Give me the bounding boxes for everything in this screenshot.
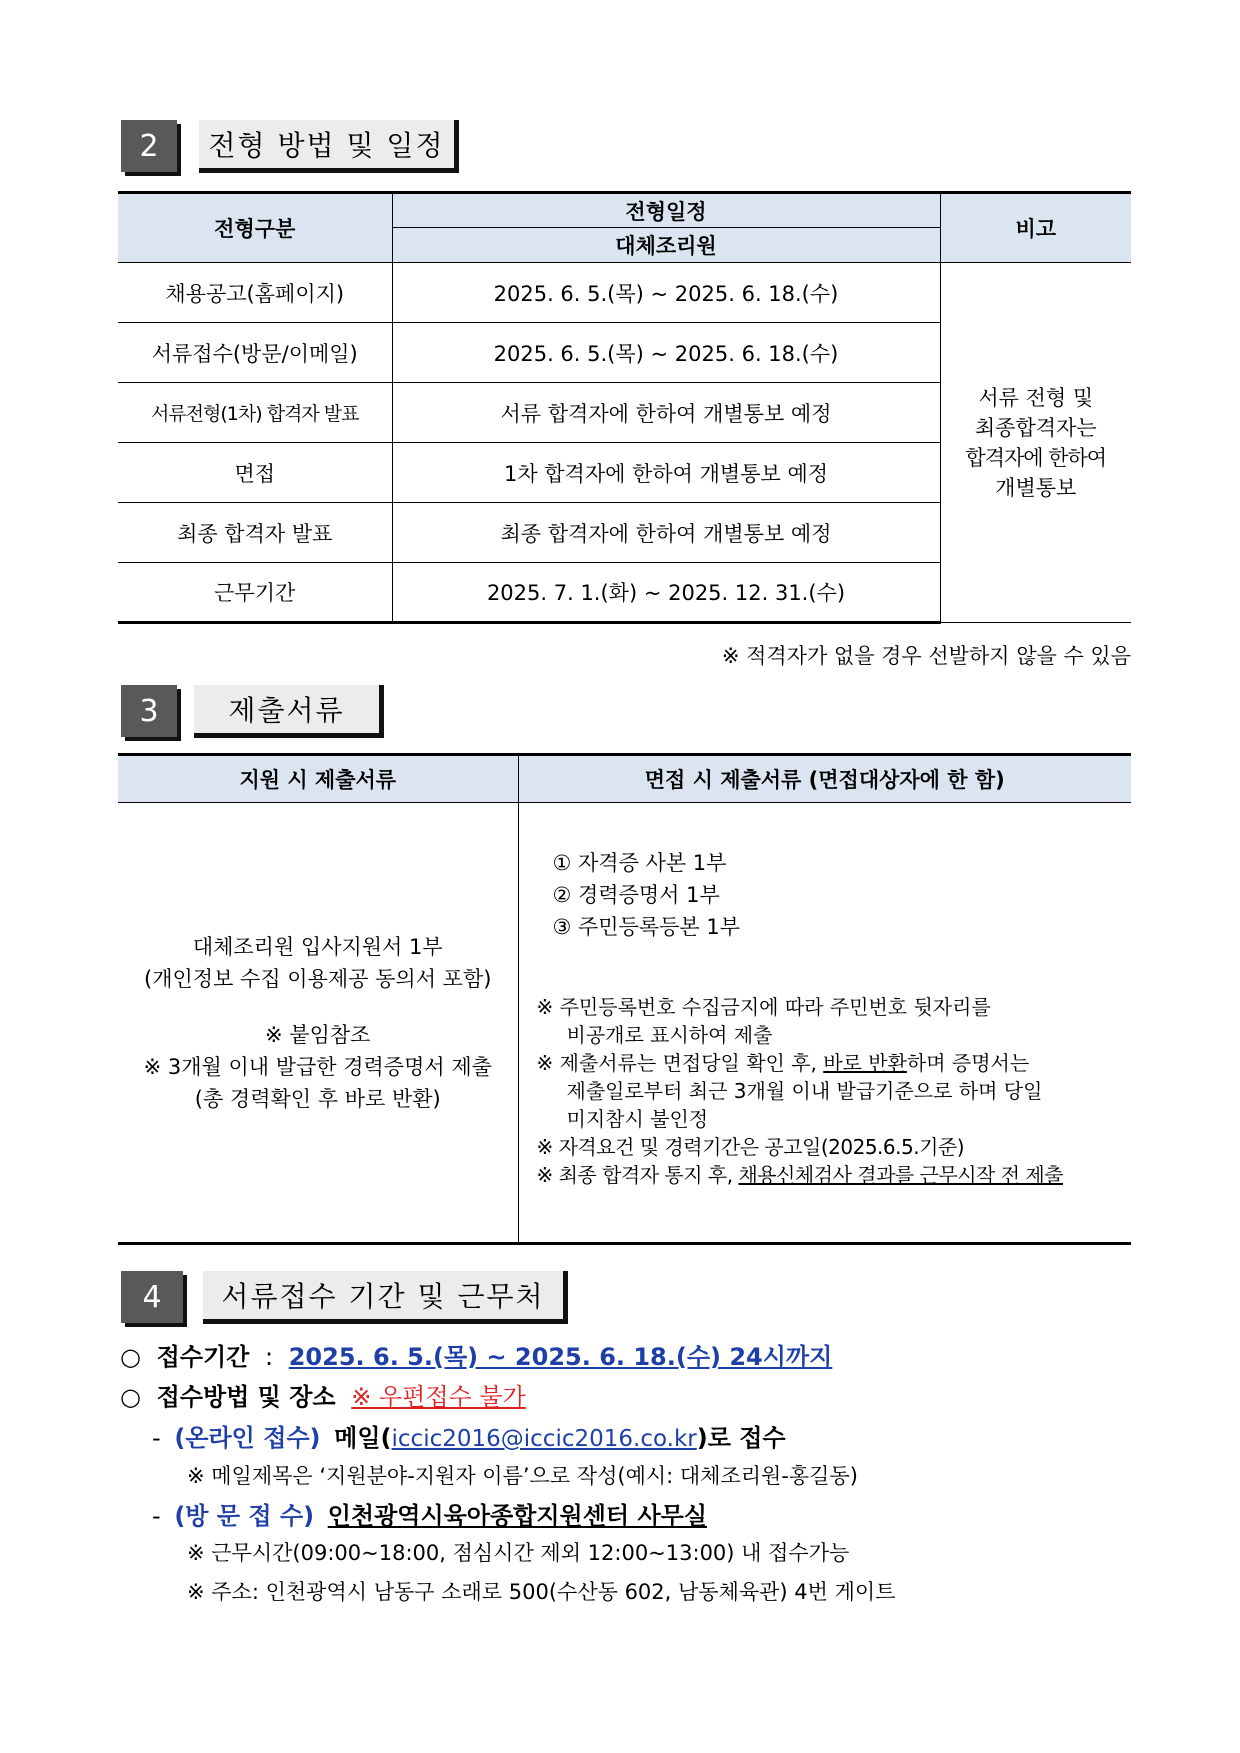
apply-line: 대체조리원 입사지원서 1부 (192, 934, 443, 959)
period-line (120, 1337, 832, 1372)
method-label: 접수방법 및 장소 (156, 1383, 336, 1411)
dash: - (152, 1502, 161, 1530)
apply-line: ※ 3개월 이내 발급한 경력증명서 제출 (143, 1054, 492, 1079)
interview-docs-cell (518, 803, 1131, 1244)
section-title: 서류접수 기간 및 근무처 (203, 1271, 568, 1324)
note-line: ※ 자격요건 및 경력기간은 공고일(2025.6.5.기준) (536, 1135, 965, 1159)
section-2-header (121, 120, 461, 176)
note-underlined: 채용신체검사 결과를 근무시작 전 제출 (738, 1163, 1064, 1187)
section-number: 3 (121, 685, 177, 737)
online-label: (온라인 접수) (174, 1424, 321, 1452)
remark-line: 최종합격자는 (974, 415, 1097, 440)
remark-line: 합격자에 한하여 (965, 445, 1107, 470)
email-link[interactable]: iccic2016@iccic2016.co.kr (391, 1426, 697, 1452)
header-interview-docs: 면접 시 제출서류 (면접대상자에 한 함) (518, 755, 1131, 803)
dash: - (152, 1424, 161, 1452)
header-category: 전형구분 (118, 193, 392, 263)
interview-item: ① 자격증 사본 1부 (552, 851, 727, 875)
note-line: ※ 주민등록번호 수집금지에 따라 주민번호 뒷자리를 (536, 995, 991, 1019)
colon: : (264, 1343, 274, 1371)
interview-item: ② 경력증명서 1부 (552, 883, 720, 907)
bullet: ○ (120, 1343, 141, 1371)
section-title: 전형 방법 및 일정 (199, 120, 459, 173)
row-category: 채용공고(홈페이지) (118, 263, 392, 323)
row-schedule: 2025. 6. 5.(목) ~ 2025. 6. 18.(수) (392, 263, 940, 323)
note-line: 제출일로부터 최근 3개월 이내 발급기준으로 하며 당일 (566, 1079, 1043, 1103)
section-number: 4 (121, 1271, 183, 1323)
apply-line: ※ 붙임참조 (265, 1022, 371, 1047)
row-schedule: 1차 합격자에 한하여 개별통보 예정 (392, 443, 940, 503)
row-category: 서류접수(방문/이메일) (118, 323, 392, 383)
interview-item: ③ 주민등록등본 1부 (552, 915, 741, 939)
visit-place: 인천광역시육아종합지원센터 사무실 (327, 1502, 708, 1530)
period-value: 2025. 6. 5.(목) ~ 2025. 6. 18.(수) 24시까지 (288, 1343, 833, 1371)
note-text: ※ 최종 합격자 통지 후, (536, 1163, 739, 1187)
section-3-header (121, 685, 391, 741)
row-schedule: 최종 합격자에 한하여 개별통보 예정 (392, 503, 940, 563)
header-remark: 비고 (940, 193, 1131, 263)
note-line (537, 1049, 1132, 1077)
row-category: 근무기간 (118, 563, 392, 623)
section-number: 2 (121, 120, 177, 172)
row-category: 면접 (118, 443, 392, 503)
documents-table (118, 753, 1131, 1245)
method-note: ※ 우편접수 불가 (351, 1383, 526, 1411)
schedule-table (118, 191, 1131, 624)
remark-cell (940, 263, 1131, 623)
row-category: 서류전형(1차) 합격자 발표 (118, 383, 392, 443)
apply-line: (개인정보 수집 이용제공 동의서 포함) (144, 966, 492, 991)
online-post: )로 접수 (696, 1424, 786, 1452)
note-line: 비공개로 표시하여 제출 (566, 1023, 773, 1047)
apply-line: (총 경력확인 후 바로 반환) (194, 1086, 441, 1111)
visit-label: (방 문 접 수) (174, 1502, 315, 1530)
note-line: 미지참시 불인정 (566, 1107, 709, 1131)
section-title: 제출서류 (194, 685, 384, 738)
apply-line (119, 995, 517, 1019)
header-apply-docs: 지원 시 제출서류 (118, 755, 518, 803)
remark-line: 개별통보 (995, 475, 1077, 500)
hours-note: ※ 근무시간(09:00~18:00, 점심시간 제외 12:00~13:00) 내 접수가능 (187, 1541, 850, 1565)
row-schedule: 서류 합격자에 한하여 개별통보 예정 (392, 383, 940, 443)
bullet: ○ (120, 1383, 141, 1411)
method-line (120, 1377, 526, 1412)
apply-docs-cell (118, 803, 518, 1244)
note-text: ※ 제출서류는 면접당일 확인 후, (536, 1051, 824, 1075)
visit-line (152, 1496, 707, 1531)
online-note: ※ 메일제목은 ‘지원분야-지원자 이름’으로 작성(예시: 대체조리원-홍길동) (187, 1464, 858, 1488)
row-schedule: 2025. 6. 5.(목) ~ 2025. 6. 18.(수) (392, 323, 940, 383)
remark-line: 서류 전형 및 (978, 385, 1094, 410)
period-label: 접수기간 (156, 1343, 250, 1371)
online-pre: 메일( (334, 1424, 392, 1452)
header-sub: 대체조리원 (392, 228, 940, 263)
row-schedule: 2025. 7. 1.(화) ~ 2025. 12. 31.(수) (392, 563, 940, 623)
schedule-footnote: ※ 적격자가 없을 경우 선발하지 않을 수 있음 (721, 644, 1131, 668)
online-line (152, 1418, 786, 1453)
note-text: 하며 증명서는 (906, 1051, 1030, 1075)
header-schedule: 전형일정 (392, 193, 940, 228)
row-category: 최종 합격자 발표 (118, 503, 392, 563)
note-underlined: 바로 반환 (823, 1051, 907, 1075)
address-note: ※ 주소: 인천광역시 남동구 소래로 500(수산동 602, 남동체육관) 4번 게이트 (187, 1580, 896, 1604)
note-line (537, 1161, 1132, 1189)
section-4-header (121, 1271, 571, 1327)
